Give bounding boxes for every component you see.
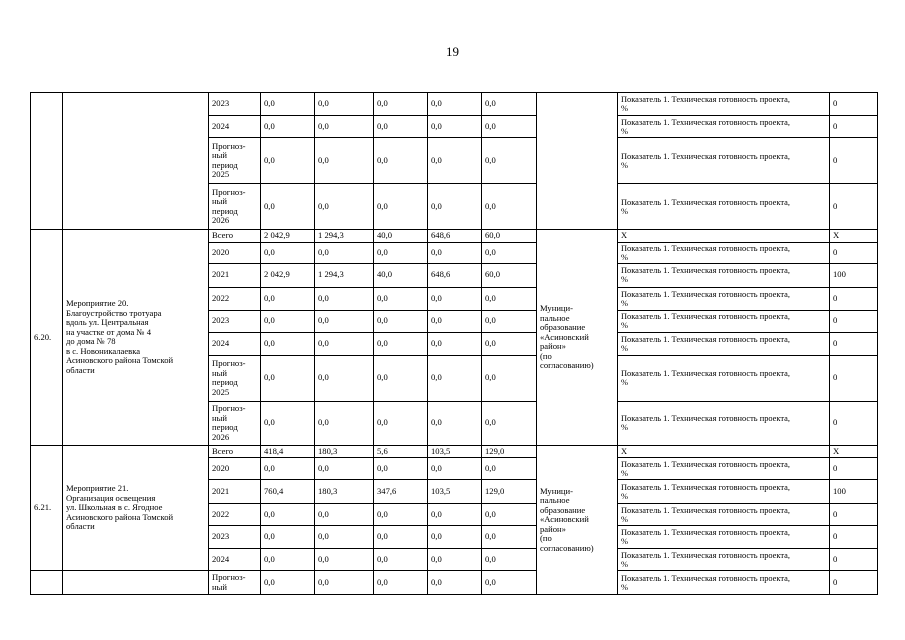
indicator-name-cell: Показатель 1. Техническая готовность проекта, %: [618, 287, 830, 310]
value-cell: 0,0: [261, 332, 315, 355]
responsible-cell: Муници- пальное образование «Асиновский район» (по согласованию): [537, 445, 618, 595]
value-cell: 1 294,3: [315, 263, 374, 287]
value-cell: 0,0: [482, 332, 537, 355]
value-cell: 0,0: [374, 184, 428, 230]
value-cell: 2 042,9: [261, 230, 315, 243]
value-cell: 0,0: [428, 401, 482, 445]
value-cell: 0,0: [315, 549, 374, 571]
value-cell: 103,5: [428, 445, 482, 458]
period-cell: 2022: [209, 504, 261, 526]
period-cell: 2023: [209, 526, 261, 549]
indicator-name-cell: Х: [618, 230, 830, 243]
value-cell: 0,0: [315, 526, 374, 549]
indicator-value-cell: 0: [830, 401, 878, 445]
page-number: 19: [446, 44, 459, 59]
value-cell: 0,0: [428, 332, 482, 355]
value-cell: 0,0: [374, 504, 428, 526]
period-cell: Всего: [209, 445, 261, 458]
value-cell: 0,0: [261, 355, 315, 401]
value-cell: 760,4: [261, 480, 315, 504]
indicator-value-cell: 0: [830, 93, 878, 116]
table-row: [31, 445, 878, 458]
indicator-value-cell: Х: [830, 230, 878, 243]
indicator-value-cell: 0: [830, 526, 878, 549]
value-cell: 2 042,9: [261, 263, 315, 287]
indicator-name-cell: Показатель 1. Техническая готовность проекта, %: [618, 332, 830, 355]
value-cell: 0,0: [374, 571, 428, 595]
value-cell: 0,0: [428, 504, 482, 526]
value-cell: 0,0: [482, 549, 537, 571]
value-cell: 0,0: [261, 571, 315, 595]
value-cell: 0,0: [482, 571, 537, 595]
value-cell: 60,0: [482, 263, 537, 287]
value-cell: 0,0: [482, 504, 537, 526]
value-cell: 0,0: [261, 93, 315, 116]
value-cell: 103,5: [428, 480, 482, 504]
value-cell: 0,0: [482, 116, 537, 138]
value-cell: 40,0: [374, 263, 428, 287]
indicator-name-cell: Показатель 1. Техническая готовность проекта, %: [618, 263, 830, 287]
value-cell: 0,0: [428, 242, 482, 263]
value-cell: 40,0: [374, 230, 428, 243]
indicator-name-cell: Показатель 1. Техническая готовность проекта, %: [618, 138, 830, 184]
indicator-value-cell: 0: [830, 355, 878, 401]
indicator-name-cell: Показатель 1. Техническая готовность проекта, %: [618, 571, 830, 595]
value-cell: 0,0: [374, 401, 428, 445]
value-cell: 0,0: [374, 355, 428, 401]
value-cell: 648,6: [428, 230, 482, 243]
period-cell: 2022: [209, 287, 261, 310]
indicator-value-cell: 0: [830, 310, 878, 332]
value-cell: 0,0: [315, 138, 374, 184]
indicator-value-cell: 100: [830, 480, 878, 504]
value-cell: 0,0: [315, 184, 374, 230]
value-cell: 0,0: [428, 287, 482, 310]
value-cell: 0,0: [261, 310, 315, 332]
title-cell: Мероприятие 21. Организация освещения ул. Школьная в с. Ягодное Асиновского района Томской области: [63, 445, 209, 571]
period-cell: 2024: [209, 116, 261, 138]
indicator-value-cell: 0: [830, 184, 878, 230]
value-cell: 5,6: [374, 445, 428, 458]
value-cell: 0,0: [315, 93, 374, 116]
value-cell: 0,0: [428, 549, 482, 571]
indicator-name-cell: Показатель 1. Техническая готовность проекта, %: [618, 549, 830, 571]
value-cell: 0,0: [428, 93, 482, 116]
value-cell: 0,0: [428, 571, 482, 595]
value-cell: 0,0: [374, 526, 428, 549]
indicator-name-cell: Показатель 1. Техническая готовность проекта, %: [618, 310, 830, 332]
period-cell: 2024: [209, 332, 261, 355]
indicator-value-cell: 0: [830, 138, 878, 184]
value-cell: 0,0: [428, 526, 482, 549]
value-cell: 0,0: [374, 287, 428, 310]
value-cell: 648,6: [428, 263, 482, 287]
value-cell: 180,3: [315, 445, 374, 458]
value-cell: 0,0: [482, 355, 537, 401]
value-cell: 0,0: [482, 310, 537, 332]
value-cell: 0,0: [315, 310, 374, 332]
value-cell: 0,0: [315, 458, 374, 480]
indicator-value-cell: 0: [830, 504, 878, 526]
indicator-value-cell: 0: [830, 332, 878, 355]
period-cell: 2023: [209, 310, 261, 332]
value-cell: 0,0: [374, 332, 428, 355]
indicator-value-cell: 0: [830, 242, 878, 263]
indicator-value-cell: 100: [830, 263, 878, 287]
value-cell: 0,0: [261, 138, 315, 184]
value-cell: 0,0: [315, 355, 374, 401]
num-cell: 6.21.: [31, 445, 63, 571]
value-cell: 0,0: [261, 526, 315, 549]
value-cell: 0,0: [482, 401, 537, 445]
indicator-value-cell: 0: [830, 549, 878, 571]
value-cell: 0,0: [315, 571, 374, 595]
value-cell: 0,0: [315, 401, 374, 445]
indicator-name-cell: Показатель 1. Техническая готовность проекта, %: [618, 401, 830, 445]
value-cell: 0,0: [428, 355, 482, 401]
value-cell: 0,0: [482, 93, 537, 116]
indicator-name-cell: Показатель 1. Техническая готовность проекта, %: [618, 93, 830, 116]
value-cell: 0,0: [261, 401, 315, 445]
value-cell: 129,0: [482, 480, 537, 504]
value-cell: 0,0: [428, 310, 482, 332]
table-row: [31, 230, 878, 243]
title-cell: Мероприятие 20. Благоустройство тротуара вдоль ул. Центральная на участке от дома № 4 до дома № 78 в с. Новоникалаевка Асиновского района Томской области: [63, 230, 209, 446]
period-cell: 2020: [209, 242, 261, 263]
num-cell: [31, 93, 63, 230]
value-cell: 0,0: [482, 458, 537, 480]
program-table: [30, 92, 878, 595]
title-cell: [63, 571, 209, 595]
value-cell: 0,0: [428, 184, 482, 230]
value-cell: 0,0: [261, 504, 315, 526]
indicator-name-cell: Показатель 1. Техническая готовность проекта, %: [618, 242, 830, 263]
value-cell: 180,3: [315, 480, 374, 504]
indicator-value-cell: 0: [830, 571, 878, 595]
period-cell: 2020: [209, 458, 261, 480]
value-cell: 0,0: [315, 242, 374, 263]
period-cell: 2023: [209, 93, 261, 116]
value-cell: 0,0: [482, 184, 537, 230]
value-cell: 1 294,3: [315, 230, 374, 243]
indicator-value-cell: 0: [830, 116, 878, 138]
value-cell: 0,0: [374, 310, 428, 332]
indicator-name-cell: Показатель 1. Техническая готовность проекта, %: [618, 355, 830, 401]
value-cell: 347,6: [374, 480, 428, 504]
period-cell: Прогноз- ный период 2025: [209, 355, 261, 401]
period-cell: 2024: [209, 549, 261, 571]
period-cell: 2021: [209, 480, 261, 504]
value-cell: 0,0: [374, 549, 428, 571]
value-cell: 0,0: [428, 116, 482, 138]
value-cell: 60,0: [482, 230, 537, 243]
indicator-name-cell: Показатель 1. Техническая готовность проекта, %: [618, 116, 830, 138]
table-row: [31, 93, 878, 116]
value-cell: 0,0: [315, 504, 374, 526]
value-cell: 418,4: [261, 445, 315, 458]
value-cell: 0,0: [374, 138, 428, 184]
value-cell: 0,0: [482, 287, 537, 310]
period-cell: Прогноз- ный период 2025: [209, 138, 261, 184]
value-cell: 0,0: [428, 138, 482, 184]
responsible-cell: Муници- пальное образование «Асиновский район» (по согласованию): [537, 230, 618, 446]
value-cell: 0,0: [315, 332, 374, 355]
indicator-value-cell: Х: [830, 445, 878, 458]
indicator-name-cell: Показатель 1. Техническая готовность проекта, %: [618, 184, 830, 230]
value-cell: 0,0: [374, 458, 428, 480]
responsible-cell: [537, 93, 618, 230]
value-cell: 0,0: [374, 116, 428, 138]
period-cell: Прогноз- ный: [209, 571, 261, 595]
num-cell: 6.20.: [31, 230, 63, 446]
value-cell: 0,0: [261, 184, 315, 230]
period-cell: Всего: [209, 230, 261, 243]
value-cell: 129,0: [482, 445, 537, 458]
value-cell: 0,0: [428, 458, 482, 480]
value-cell: 0,0: [261, 242, 315, 263]
value-cell: 0,0: [315, 116, 374, 138]
period-cell: Прогноз- ный период 2026: [209, 184, 261, 230]
value-cell: 0,0: [261, 116, 315, 138]
indicator-name-cell: Х: [618, 445, 830, 458]
value-cell: 0,0: [482, 138, 537, 184]
indicator-name-cell: Показатель 1. Техническая готовность проекта, %: [618, 480, 830, 504]
indicator-name-cell: Показатель 1. Техническая готовность проекта, %: [618, 458, 830, 480]
value-cell: 0,0: [315, 287, 374, 310]
value-cell: 0,0: [374, 93, 428, 116]
period-cell: 2021: [209, 263, 261, 287]
title-cell: [63, 93, 209, 230]
period-cell: Прогноз- ный период 2026: [209, 401, 261, 445]
value-cell: 0,0: [482, 526, 537, 549]
table-row: [31, 571, 878, 595]
value-cell: 0,0: [261, 549, 315, 571]
num-cell: [31, 571, 63, 595]
value-cell: 0,0: [374, 242, 428, 263]
value-cell: 0,0: [261, 287, 315, 310]
indicator-value-cell: 0: [830, 287, 878, 310]
indicator-name-cell: Показатель 1. Техническая готовность проекта, %: [618, 526, 830, 549]
indicator-value-cell: 0: [830, 458, 878, 480]
value-cell: 0,0: [482, 242, 537, 263]
indicator-name-cell: Показатель 1. Техническая готовность проекта, %: [618, 504, 830, 526]
value-cell: 0,0: [261, 458, 315, 480]
